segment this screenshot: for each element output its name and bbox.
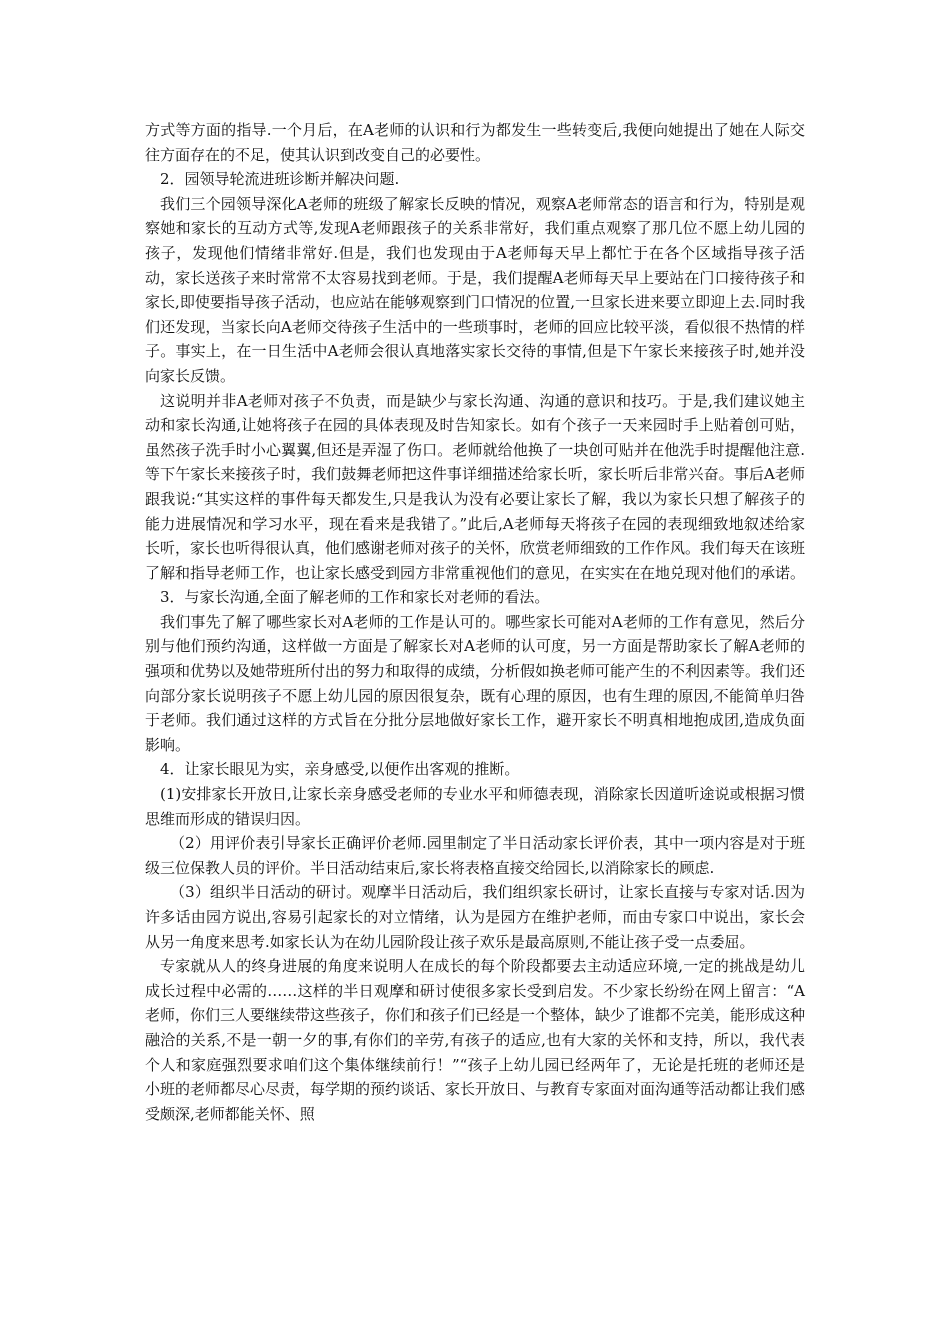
paragraph-communication-skills: 这说明并非A老师对孩子不负责，而是缺少与家长沟通、沟通的意识和技巧。于是,我们建议她主动和家长沟通,让她将孩子在园的具体表现及时告知家长。如有个孩子一天来园时手上贴着创可贴，虽然孩子洗手时小心翼翼,但还是弄湿了伤口。老师就给他换了一块创可贴并在他洗手时提醒他注意.等下午家长来接孩子时，我们鼓舞老师把这件事详细描述给家长听，家长听后非常兴奋。事后A老师跟我说:“其实这样的事件每天都发生,只是我认为没有必要让家长了解，我以为家长只想了解孩子的能力进展情况和学习水平，现在看来是我错了。”此后,A老师每天将孩子在园的表现细致地叙述给家长听，家长也听得很认真，他们感谢老师对孩子的关怀，欣赏老师细致的工作作风。我们每天在该班了解和指导老师工作，也让家长感受到园方非常重视他们的意见，在实实在在地兑现对他们的承诺。 (145, 391, 806, 582)
heading-leaders-diagnose: 2．园领导轮流进班诊断并解决问题. (160, 170, 400, 189)
paragraph-leaders-observe: 我们三个园领导深化A老师的班级了解家长反映的情况，观察A老师常态的语言和行为，特别是观察她和家长的互动方式等,发现A老师跟孩子的关系非常好，我们重点观察了那几位不愿上幼儿园的孩子，发现他们情绪非常好.但是，我们也发现由于A老师每天早上都忙于在各个区域指导孩子活动，家长送孩子来时常常不太容易找到老师。于是，我们提醒A老师每天早上要站在门口接待孩子和家长,即使要指导孩子活动，也应站在能够观察到门口情况的位置,一旦家长进来要立即迎上去.同时我们还发现，当家长向A老师交待孩子生活中的一些琐事时，老师的回应比较平淡，看似很不热情的样子。事实上，在一日生活中A老师会很认真地落实家长交待的事情,但是下午家长来接孩子时,她并没向家长反馈。 (145, 194, 805, 385)
paragraph-expert-perspective: 专家就从人的终身进展的角度来说明人在成长的每个阶段都要去主动适应环境,一定的挑战是幼儿成长过程中必需的……这样的半日观摩和研讨使很多家长受到启发。不少家长纷纷在网上留言：“A老师，你们三人要继续带这些孩子，你们和孩子们已经是一个整体，缺少了谁都不完美，能形成这种融洽的关系,不是一朝一夕的事,有你们的辛劳,有孩子的适应,也有大家的关怀和支持，所以，我代表个人和家庭强烈要求咱们这个集体继续前行！”“孩子上幼儿园已经两年了，无论是托班的老师还是小班的老师都尽心尽责，每学期的预约谈话、家长开放日、与教育专家面对面沟通等活动都让我们感受颇深,老师都能关怀、照 (145, 957, 806, 1123)
paragraph-half-day-seminar: （3）组织半日活动的研讨。观摩半日活动后，我们组织家长研讨，让家长直接与专家对话.因为许多话由园方说出,容易引起家长的对立情绪，认为是园方在维护老师，而由专家口中说出，家长会从另一角度来思考.如家长认为在幼儿园阶段让孩子欢乐是最高原则,不能让孩子受一点委屈。 (145, 883, 805, 951)
paragraph-parent-appointments: 我们事先了解了哪些家长对A老师的工作是认可的。哪些家长可能对A老师的工作有意见，然后分别与他们预约沟通，这样做一方面是了解家长对A老师的认可度，另一方面是帮助家长了解A老师的强项和优势以及她带班所付出的努力和取得的成绩，分析假如换老师可能产生的不利因素等。我们还向部分家长说明孩子不愿上幼儿园的原因很复杂，既有心理的原因，也有生理的原因,不能简单归咎于老师。我们通过这样的方式旨在分批分层地做好家长工作，避开家长不明真相地抱成团,造成负面影响。 (145, 612, 806, 754)
heading-seeing-is-believing: 4．让家长眼见为实，亲身感受,以便作出客观的推断。 (160, 760, 520, 779)
document-page (145, 118, 805, 1126)
paragraph-guidance-continued: 方式等方面的指导.一个月后，在A老师的认识和行为都发生一些转变后,我便向她提出了她在人际交往方面存在的不足，使其认识到改变自己的必要性。 (145, 121, 805, 164)
paragraph-open-day: (1)安排家长开放日,让家长亲身感受老师的专业水平和师德表现，消除家长因道听途说或根据习惯思维而形成的错误归因。 (145, 785, 805, 828)
heading-parent-communication: 3．与家长沟通,全面了解老师的工作和家长对老师的看法。 (160, 588, 550, 607)
paragraph-evaluation-form: （2）用评价表引导家长正确评价老师.园里制定了半日活动家长评价表，其中一项内容是对于班级三位保教人员的评价。半日活动结束后,家长将表格直接交给园长,以消除家长的顾虑. (145, 834, 805, 877)
